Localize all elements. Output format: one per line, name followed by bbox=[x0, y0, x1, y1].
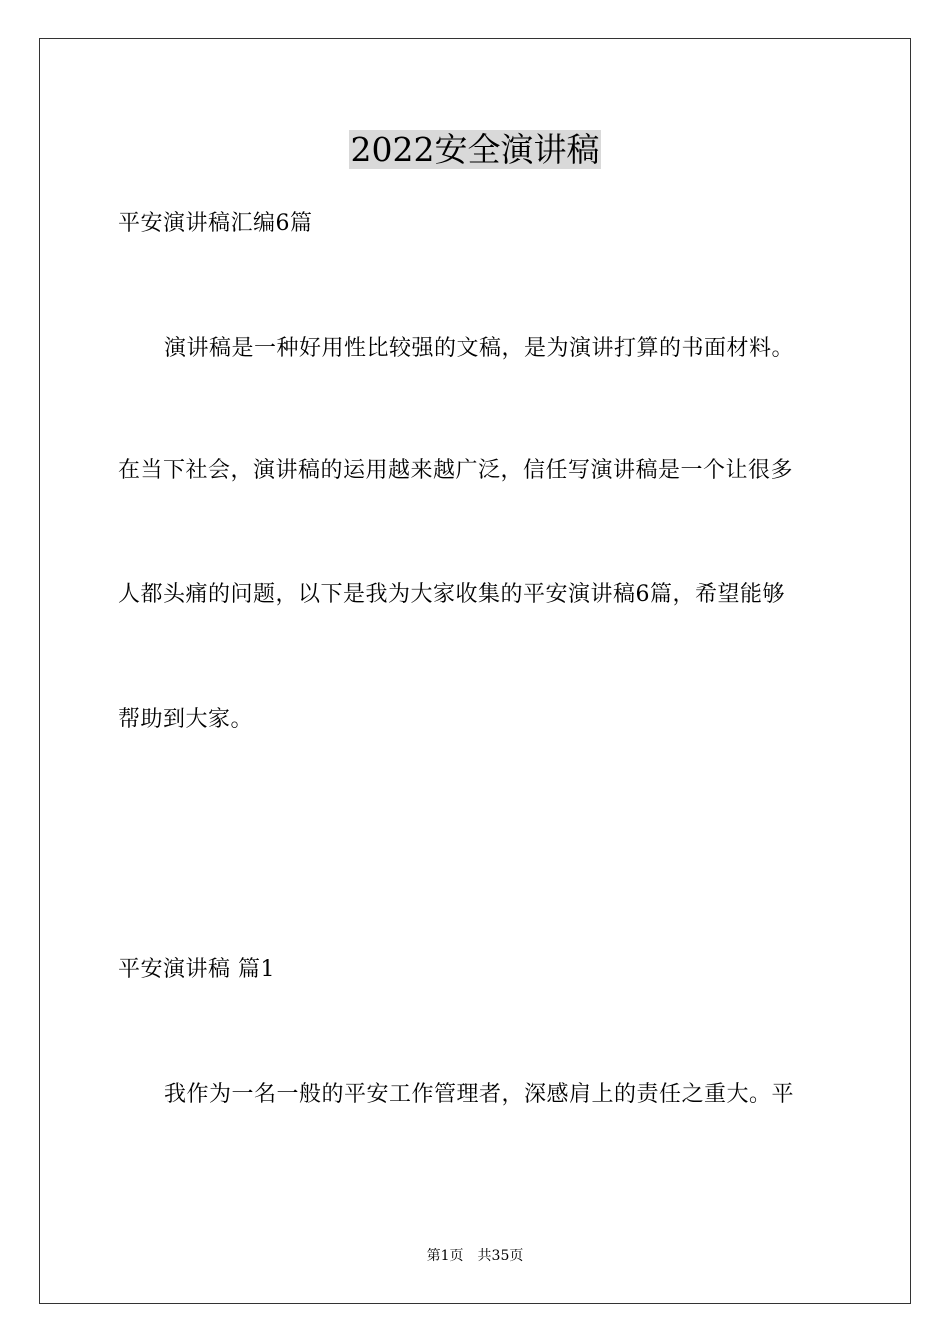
intro-line: 在当下社会，演讲稿的运用越来越广泛，信任写演讲稿是一个让很多 bbox=[118, 458, 794, 483]
document-subtitle: 平安演讲稿汇编6篇 bbox=[118, 211, 313, 236]
page-footer bbox=[0, 1246, 950, 1266]
section-paragraph-line: 我作为一名一般的平安工作管理者，深感肩上的责任之重大。平 bbox=[164, 1082, 795, 1107]
page-number: 第1页 bbox=[426, 1248, 464, 1264]
document-title-text: 2022安全演讲稿 bbox=[350, 130, 600, 169]
document-title bbox=[0, 128, 950, 172]
intro-line: 人都头痛的问题，以下是我为大家收集的平安演讲稿6篇，希望能够 bbox=[118, 582, 785, 607]
page-total: 共35页 bbox=[477, 1248, 524, 1264]
intro-line: 帮助到大家。 bbox=[118, 707, 254, 732]
intro-line: 演讲稿是一种好用性比较强的文稿，是为演讲打算的书面材料。 bbox=[164, 336, 795, 361]
section-heading: 平安演讲稿 篇1 bbox=[118, 957, 275, 982]
